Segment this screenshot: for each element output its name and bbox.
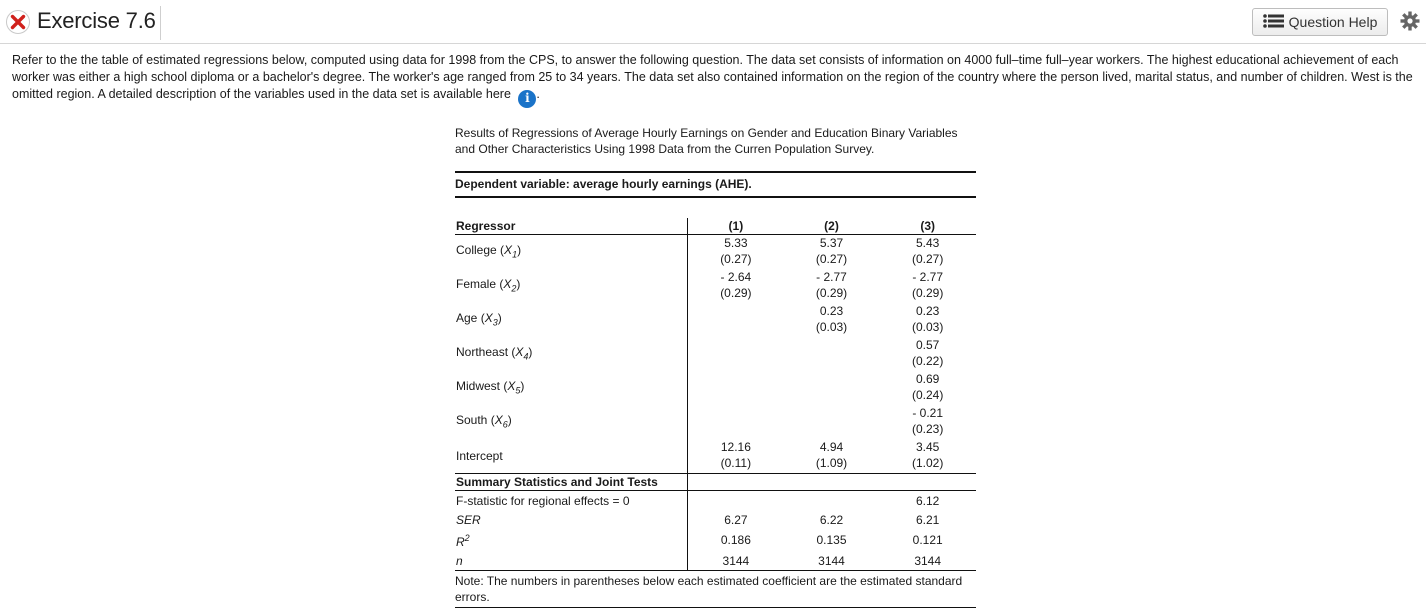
summary-value: 3144 [914, 553, 942, 568]
list-icon [1263, 14, 1285, 31]
coefficient-value: 0.57 [915, 338, 940, 352]
coefficient-cell [688, 337, 784, 371]
table-note: Note: The numbers in parentheses below each estimated coefficient are the estimated standard errors. [455, 570, 976, 608]
summary-value: 0.135 [816, 533, 847, 547]
coefficient-cell [879, 405, 976, 439]
summary-row [455, 491, 976, 511]
exercise-title: Exercise 7.6 [37, 8, 156, 33]
summary-value [688, 491, 784, 511]
empty-cell [879, 474, 976, 491]
coefficient-cell [688, 269, 784, 303]
coefficient-value: 12.16 [720, 440, 751, 454]
coefficient-cell [784, 337, 880, 371]
column-header: (2) [784, 218, 880, 235]
table-row [455, 235, 976, 270]
coefficient-cell [688, 439, 784, 474]
coefficient-value: - 2.77 [816, 270, 847, 284]
coefficient-value: - 2.64 [720, 270, 752, 284]
standard-error: (0.29) [911, 286, 944, 300]
coefficient-cell [879, 371, 976, 405]
coefficient-value: 0.69 [915, 372, 940, 386]
question-help-label: Question Help [1288, 14, 1378, 30]
column-header: (3) [879, 218, 976, 235]
regressor-label: College $(X_1)$ [455, 235, 688, 270]
superscript: 2 [464, 533, 470, 543]
variable-subscript: 2 [511, 283, 517, 294]
coefficients-table [455, 218, 976, 570]
header-bar [0, 0, 1426, 44]
gear-icon[interactable] [1400, 11, 1420, 31]
coefficient-value: 5.33 [724, 236, 748, 250]
variable-symbol: $X_6$ [494, 412, 508, 430]
summary-value: 6.22 [819, 512, 844, 527]
variable-symbol: $X_1$ [504, 242, 518, 260]
summary-value: 3144 [818, 553, 845, 568]
coefficient-cell [688, 303, 784, 337]
table-row [455, 303, 976, 337]
regressor-label: South $(X_6)$ [455, 405, 688, 439]
table-header-row [455, 218, 976, 235]
variable-subscript: 4 [523, 351, 529, 362]
regressor-label: Northeast $(X_4)$ [455, 337, 688, 371]
coefficient-cell [784, 439, 880, 474]
dependent-variable-label: Dependent variable: average hourly earnings (AHE). [455, 177, 752, 191]
summary-value: 0.121 [912, 533, 943, 547]
coefficient-cell [879, 439, 976, 474]
standard-error: (0.27) [911, 252, 944, 266]
summary-header: Summary Statistics and Joint Tests [455, 474, 688, 491]
standard-error: (0.29) [815, 286, 848, 300]
regressor-label: Female $(X_2)$ [455, 269, 688, 303]
question-help-button[interactable] [1252, 8, 1388, 36]
summary-symbol: $R^2$ [456, 533, 470, 549]
table-row [455, 269, 976, 303]
table-row [455, 371, 976, 405]
coefficient-cell [784, 235, 880, 270]
standard-error: (0.03) [815, 320, 848, 334]
standard-error: (0.11) [720, 456, 752, 470]
column-header: (1) [688, 218, 784, 235]
summary-label: F-statistic for regional effects = 0 [455, 491, 688, 511]
standard-error: (0.27) [720, 252, 752, 266]
variable-symbol: $X_5$ [507, 378, 521, 396]
variable-symbol: $X_4$ [515, 344, 529, 362]
summary-row [455, 529, 976, 551]
summary-value: 6.21 [915, 512, 940, 527]
regression-table [455, 125, 976, 608]
variable-symbol: $X_2$ [503, 276, 517, 294]
summary-value [784, 491, 880, 511]
summary-value: 6.27 [724, 512, 748, 527]
coefficient-value: 0.23 [915, 304, 940, 318]
incorrect-x-icon [6, 10, 30, 34]
standard-error: (0.27) [815, 252, 848, 266]
coefficient-value: - 0.21 [912, 406, 943, 420]
summary-value: 0.186 [720, 533, 751, 547]
summary-value: 3144 [722, 553, 750, 568]
coefficient-cell [784, 405, 880, 439]
coefficient-cell [688, 371, 784, 405]
summary-row [455, 510, 976, 529]
standard-error: (1.02) [911, 456, 944, 470]
coefficient-value: 4.94 [819, 440, 844, 454]
regressor-label: Age $(X_3)$ [455, 303, 688, 337]
table-dep-rule [455, 196, 976, 198]
variable-subscript: 6 [502, 419, 508, 430]
coefficient-cell [879, 303, 976, 337]
standard-error: (0.03) [911, 320, 944, 334]
regressor-label: Intercept [455, 439, 688, 474]
variable-subscript: 1 [512, 249, 518, 260]
info-icon[interactable]: i [518, 90, 536, 108]
regressor-label: Midwest $(X_5)$ [455, 371, 688, 405]
standard-error: (1.09) [815, 456, 848, 470]
table-caption: Results of Regressions of Average Hourly Earnings on Gender and Education Binary Variables and Other Characteristics Using 1998 Data from the Curren Population Survey. [455, 126, 958, 156]
variable-subscript: 5 [515, 385, 521, 396]
coefficient-value: - 2.77 [912, 270, 943, 284]
coefficient-cell [688, 405, 784, 439]
summary-row [455, 551, 976, 570]
header-divider [0, 43, 1426, 44]
coefficient-cell [879, 337, 976, 371]
variable-subscript: 3 [492, 317, 498, 328]
coefficient-cell [688, 235, 784, 270]
empty-cell [784, 474, 880, 491]
table-row [455, 405, 976, 439]
table-row [455, 439, 976, 474]
summary-label [455, 551, 688, 570]
standard-error: (0.24) [911, 388, 944, 402]
intro-period: . [536, 87, 540, 101]
coefficient-value: 3.45 [915, 440, 940, 454]
coefficient-value: 5.37 [819, 236, 844, 250]
summary-header-row [455, 474, 976, 491]
summary-label [455, 510, 688, 529]
coefficient-cell [784, 303, 880, 337]
summary-value: 6.12 [879, 491, 976, 511]
standard-error: (0.23) [911, 422, 944, 436]
standard-error: (0.22) [911, 354, 944, 368]
coefficient-cell [784, 371, 880, 405]
summary-symbol: SER [456, 512, 481, 527]
summary-label [455, 529, 688, 551]
variable-symbol: $X_3$ [484, 310, 498, 328]
coefficient-cell [784, 269, 880, 303]
table-row [455, 337, 976, 371]
title-divider [160, 6, 161, 40]
coefficient-cell [879, 235, 976, 270]
coefficient-value: 0.23 [819, 304, 844, 318]
standard-error: (0.29) [720, 286, 752, 300]
empty-cell [688, 474, 784, 491]
summary-symbol: n [456, 553, 463, 568]
intro-text: Refer to the the table of estimated regressions below, computed using data for 1998 from the CPS, to answer the following question. The data set consists of information on 4000 full–time full–year workers. The highest educational achievement of each worker was either a high school diploma or a bachelor's degree. The worker's age ranged from 25 to 34 years. The data set also contained information on the region of the country where the person lived, marital status, and number of children. West is the omitted region. A detailed description of the variables used in the data set is available here [12, 53, 1413, 101]
regressor-header: Regressor [455, 218, 688, 235]
coefficient-cell [879, 269, 976, 303]
coefficient-value: 5.43 [915, 236, 940, 250]
question-text [12, 52, 1417, 108]
